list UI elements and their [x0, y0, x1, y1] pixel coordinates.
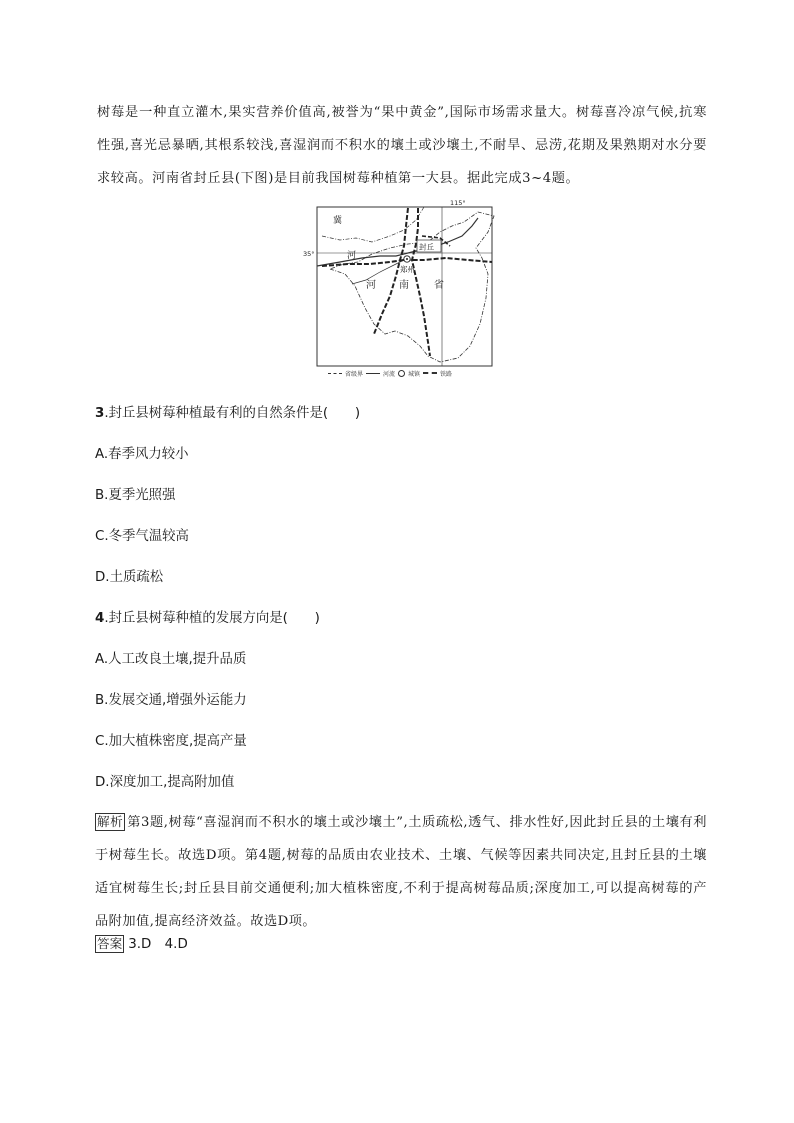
question-4-stem — [95, 607, 320, 626]
legend-city-label: 城镇 — [408, 370, 421, 378]
map-legend — [328, 367, 503, 379]
map-svg — [300, 196, 496, 380]
analysis-tag: 解析 — [97, 814, 124, 829]
neighbor-label: 冀 — [333, 216, 343, 226]
question-3-option-b[interactable]: B.夏季光照强 — [95, 488, 176, 503]
question-3-option-c[interactable]: C.冬季气温较高 — [95, 529, 189, 544]
henan-map-figure — [300, 196, 496, 380]
analysis-text: 第3题,树莓“喜湿润而不积水的壤土或沙壤土”,土质疏松,透气、排水性好,因此封丘县的土壤有利于树莓生长。故选D项。第4题,树莓的品质由农业技术、土壤、气候等因素共同决定,且封丘县的土壤适宜树莓生长;封丘县目前交通便利;加大植株密度,不利于提高树莓品质;深度加工,可以提高树莓的产品附加值,提高经济效益。故选D项。 — [95, 815, 707, 929]
answer-tag: 答案 — [97, 936, 123, 951]
question-4-option-d[interactable]: D.深度加工,提高附加值 — [95, 775, 235, 790]
analysis-paragraph — [95, 806, 707, 938]
answer-section — [95, 933, 188, 953]
river-label: 河 — [347, 251, 357, 261]
intro-passage — [97, 96, 707, 195]
legend-border-label: 省级界 — [345, 370, 364, 378]
question-number: 4 — [95, 611, 105, 626]
intro-text: 树莓是一种直立灌木,果实营养价值高,被誉为“果中黄金”,国际市场需求量大。树莓喜冷凉气候,抗寒性强,喜光忌暴晒,其根系较浅,喜湿润而不积水的壤土或沙壤土,不耐旱、忌涝,花期及果熟期对水分要求较高。河南省封丘县(下图)是目前我国树莓种植第一大县。据此完成3~4题。 — [97, 105, 707, 186]
answer-text: 3.D 4.D — [128, 937, 188, 952]
question-number: 3 — [95, 406, 105, 421]
question-3-option-a[interactable]: A.春季风力较小 — [95, 447, 189, 462]
railway-beijing-guangzhou — [412, 208, 430, 356]
question-3-option-d[interactable]: D.土质疏松 — [95, 570, 164, 585]
city-label: 郑州 — [400, 265, 415, 274]
legend-rail-label: 铁路 — [440, 370, 453, 378]
legend-city-symbol — [398, 370, 405, 377]
legend-river-symbol — [366, 373, 380, 374]
question-4-option-c[interactable]: C.加大植株密度,提高产量 — [95, 734, 247, 749]
question-text: .封丘县树莓种植最有利的自然条件是( ) — [104, 406, 361, 421]
analysis-section — [95, 806, 707, 938]
province-border — [330, 212, 494, 362]
province-char-2: 南 — [399, 280, 409, 291]
legend-rail-symbol — [423, 372, 437, 374]
question-4-option-a[interactable]: A.人工改良土壤,提升品质 — [95, 652, 247, 667]
lat-label: 35° — [303, 250, 315, 258]
zhengzhou-marker-dot — [406, 258, 408, 260]
legend-river-label: 河流 — [383, 370, 396, 378]
question-4-option-b[interactable]: B.发展交通,增强外运能力 — [95, 693, 247, 708]
question-3-stem — [95, 402, 360, 421]
province-char-1: 河 — [366, 280, 376, 291]
county-label: 封丘 — [419, 242, 434, 252]
legend-border-symbol — [328, 373, 342, 374]
question-text: .封丘县树莓种植的发展方向是( ) — [104, 611, 320, 626]
lon-label: 115° — [450, 199, 466, 207]
province-char-3: 省 — [434, 280, 444, 291]
